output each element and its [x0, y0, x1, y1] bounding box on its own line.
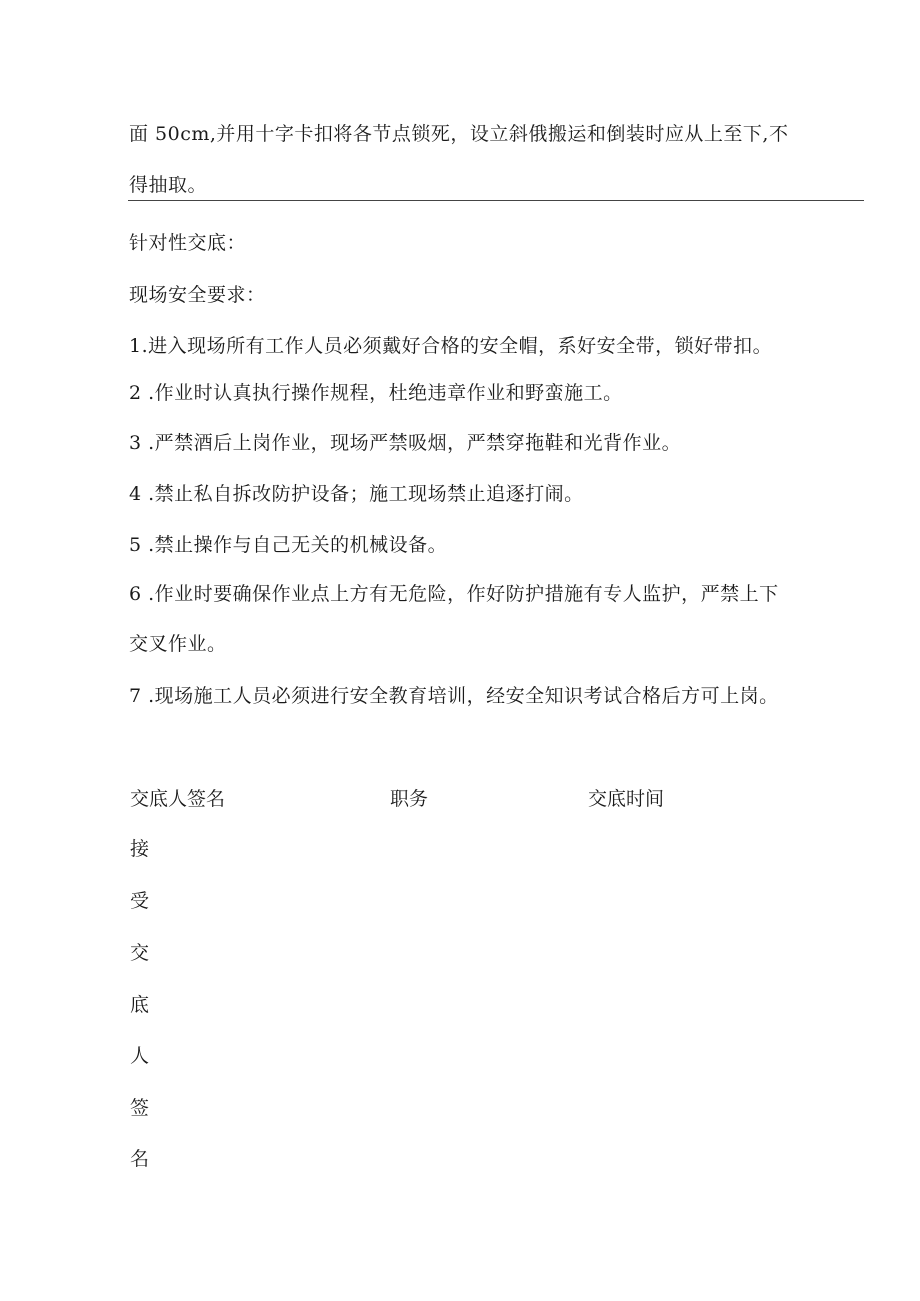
position-label: 职务	[390, 788, 429, 810]
rule-item-6: 6 .作业时要确保作业点上方有无危险，作好防护措施有专人监护，严禁上下	[129, 583, 779, 605]
receiver-signature-char: 底	[130, 994, 150, 1016]
rule-item-5: 5 .禁止操作与自己无关的机械设备。	[129, 534, 448, 556]
rule-item-7: 7 .现场施工人员必须进行安全教育培训，经安全知识考试合格后方可上岗。	[129, 685, 779, 707]
briefing-heading: 针对性交底：	[129, 232, 247, 254]
briefing-time-label: 交底时间	[588, 788, 665, 810]
rule-item-4: 4 .禁止私自拆改防护设备；施工现场禁止追逐打闹。	[129, 483, 584, 505]
receiver-signature-char: 接	[130, 838, 150, 860]
receiver-signature-char: 人	[130, 1045, 150, 1067]
receiver-signature-char: 名	[130, 1148, 150, 1170]
rule-item-1: 1.进入现场所有工作人员必须戴好合格的安全帽，系好安全带，锁好带扣。	[129, 335, 773, 357]
receiver-signature-char: 签	[130, 1097, 150, 1119]
requirements-heading: 现场安全要求：	[129, 284, 266, 306]
paragraph-line-2: 得抽取。	[129, 174, 208, 196]
divider-line	[128, 200, 864, 201]
rule-item-6-continued: 交叉作业。	[129, 633, 227, 655]
rule-item-2: 2 .作业时认真执行操作规程，杜绝违章作业和野蛮施工。	[129, 382, 623, 404]
receiver-signature-char: 交	[130, 942, 150, 964]
paragraph-line-1: 面 50cm,并用十字卡扣将各节点锁死，设立斜俄搬运和倒装时应从上至下,不	[129, 123, 789, 145]
rule-item-3: 3 .严禁酒后上岗作业，现场严禁吸烟，严禁穿拖鞋和光背作业。	[129, 432, 682, 454]
presenter-signature-label: 交底人签名	[130, 788, 226, 810]
receiver-signature-char: 受	[130, 890, 150, 912]
